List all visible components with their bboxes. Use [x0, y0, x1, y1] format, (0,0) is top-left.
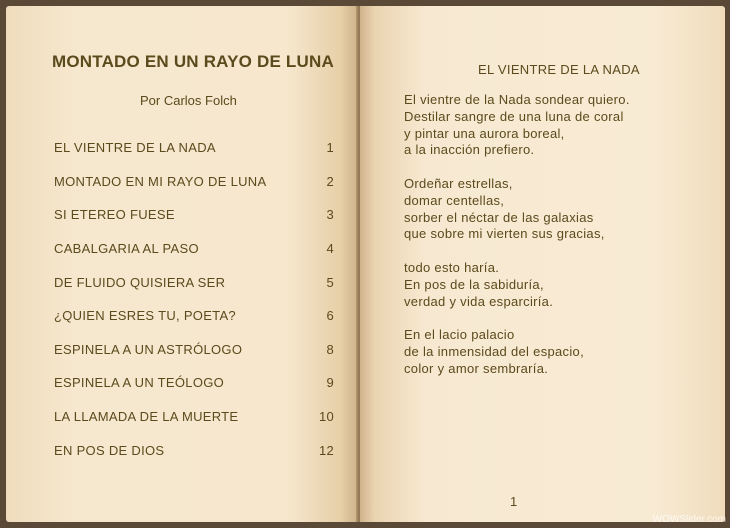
- toc-entry-page: 6: [326, 308, 334, 324]
- toc-entry: [54, 299, 334, 333]
- verse-line: El vientre de la Nada sondear quiero.: [404, 92, 630, 107]
- verse-line: todo esto haría.: [404, 259, 500, 275]
- toc-entry-title: ESPINELA A UN TEÓLOGO: [54, 375, 225, 391]
- verse-line: En pos de la sabiduría,: [404, 276, 544, 292]
- toc-entry-page: 12: [318, 442, 334, 458]
- verse-line: domar centellas,: [404, 192, 505, 208]
- verse-line: y pintar una aurora boreal,: [404, 125, 565, 141]
- toc-entry-page: 9: [326, 375, 334, 391]
- toc-entry-title: LA LLAMADA DE LA MUERTE: [54, 409, 239, 425]
- toc-entry: [54, 165, 334, 199]
- toc-entry-page: 2: [326, 173, 334, 189]
- toc-entry: [54, 131, 334, 165]
- toc-entry-page: 1: [326, 140, 334, 156]
- verse-line: de la inmensidad del espacio,: [404, 343, 584, 359]
- toc-entry-title: ¿QUIEN ESRES TU, POETA?: [54, 308, 236, 324]
- right-page: [360, 6, 725, 522]
- page-number: 1: [510, 494, 518, 509]
- toc-entry: [54, 433, 334, 467]
- stanza: [404, 327, 704, 377]
- stanza: [404, 260, 704, 310]
- toc-entry: [54, 232, 334, 266]
- toc-entry-title: CABALGARIA AL PASO: [54, 241, 199, 257]
- stanza: [404, 176, 704, 243]
- toc-entry-page: 5: [326, 274, 334, 290]
- toc-entry: [54, 400, 334, 434]
- toc-entry: [54, 265, 334, 299]
- toc-entry-page: 4: [326, 241, 334, 257]
- toc-entry: [54, 333, 334, 367]
- toc-entry-page: 8: [326, 341, 334, 357]
- toc-entry-page: 3: [326, 207, 334, 223]
- toc-entry-title: ESPINELA A UN ASTRÓLOGO: [54, 341, 243, 357]
- toc-entry-title: MONTADO EN MI RAYO DE LUNA: [54, 173, 267, 189]
- poem-body: [404, 92, 704, 394]
- poem-title: EL VIENTRE DE LA NADA: [478, 62, 640, 77]
- verse-line: a la inacción prefiero.: [404, 142, 535, 158]
- toc-entry-title: EL VIENTRE DE LA NADA: [54, 140, 216, 156]
- stanza: [404, 92, 704, 159]
- author-line: Por Carlos Folch: [140, 93, 237, 108]
- watermark: WOWSlider.com: [652, 514, 726, 525]
- book-title: MONTADO EN UN RAYO DE LUNA: [52, 52, 334, 71]
- left-page: [6, 6, 358, 522]
- table-of-contents: [54, 131, 334, 467]
- verse-line: color y amor sembraría.: [404, 360, 549, 376]
- toc-entry-page: 10: [318, 409, 334, 425]
- toc-entry: [54, 198, 334, 232]
- toc-entry-title: DE FLUIDO QUISIERA SER: [54, 274, 226, 290]
- verse-line: verdad y vida esparciría.: [404, 293, 554, 309]
- toc-entry-title: SI ETEREO FUESE: [54, 207, 175, 223]
- verse-line: Ordeñar estrellas,: [404, 175, 513, 191]
- toc-entry: [54, 366, 334, 400]
- toc-entry-title: EN POS DE DIOS: [54, 442, 165, 458]
- verse-line: En el lacio palacio: [404, 327, 515, 343]
- verse-line: sorber el néctar de las galaxias: [404, 209, 594, 225]
- verse-line: Destilar sangre de una luna de coral: [404, 108, 624, 124]
- verse-line: que sobre mi vierten sus gracias,: [404, 226, 605, 242]
